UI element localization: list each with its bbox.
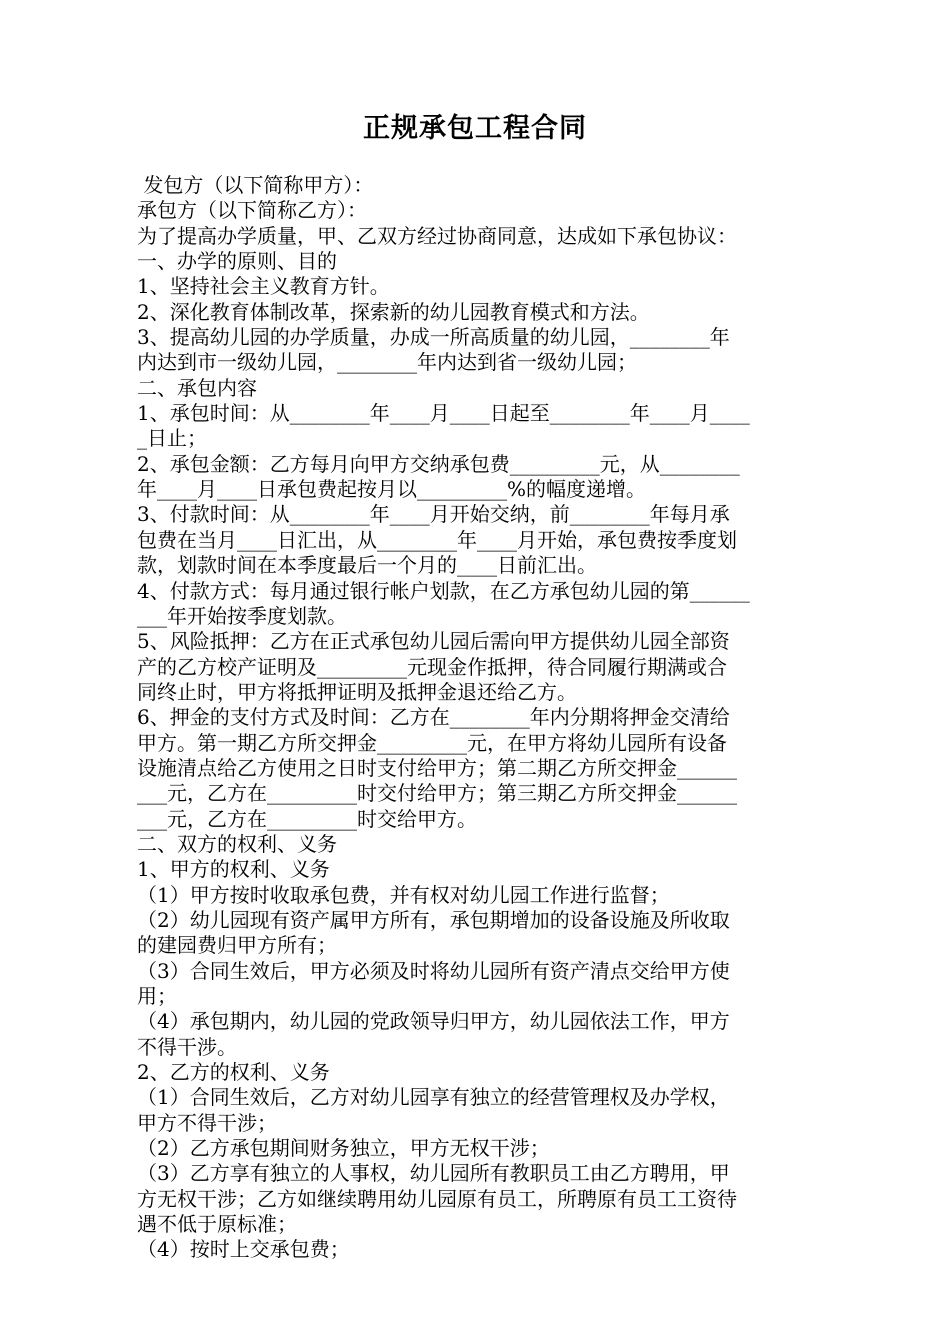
contract-line: 4、付款方式：每月通过银行帐户划款，在乙方承包幼儿园的第______ (137, 578, 750, 603)
contract-line: （3）合同生效后，甲方必须及时将幼儿园所有资产清点交给甲方使 (137, 958, 730, 983)
contract-line: （1）甲方按时收取承包费，并有权对幼儿园工作进行监督； (137, 882, 670, 907)
contract-line: _日止； (137, 426, 207, 451)
contract-line: 3、提高幼儿园的办学质量，办成一所高质量的幼儿园，________年 (137, 325, 730, 350)
contract-line: 款，划款时间在本季度最后一个月的____日前汇出。 (137, 553, 597, 578)
contract-line: 2、深化教育体制改革，探索新的幼儿园教育模式和方法。 (137, 299, 650, 324)
contract-line: 用； (137, 984, 177, 1008)
contract-line: 不得干涉。 (137, 1034, 237, 1059)
contract-line: 包费在当月____日汇出，从________年____月开始，承包费按季度划 (137, 527, 737, 552)
contract-line: 的建园费归甲方所有； (137, 933, 337, 958)
contract-line: 3、付款时间：从________年____月开始交纳，前________年每月承 (137, 502, 730, 527)
contract-line: 遇不低于原标准； (137, 1212, 297, 1237)
contract-line: （4）承包期内，幼儿园的党政领导归甲方，幼儿园依法工作，甲方 (137, 1009, 730, 1034)
contract-line: 5、风险抵押：乙方在正式承包幼儿园后需向甲方提供幼儿园全部资 (137, 629, 730, 654)
contract-line: ___元，乙方在_________时交给甲方。 (137, 806, 477, 831)
contract-line: 内达到市一级幼儿园，________年内达到省一级幼儿园； (137, 350, 637, 375)
contract-line: 1、甲方的权利、义务 (137, 857, 330, 882)
contract-line: 方无权干涉；乙方如继续聘用幼儿园原有员工，所聘原有员工工资待 (137, 1186, 737, 1211)
contract-line: 同终止时，甲方将抵押证明及抵押金退还给乙方。 (137, 679, 577, 704)
contract-body (137, 173, 817, 1263)
document-title: 正规承包工程合同 (363, 113, 587, 144)
contract-line: （2）幼儿园现有资产属甲方所有，承包期增加的设备设施及所收取 (137, 907, 730, 932)
contract-line: （4）按时上交承包费； (137, 1237, 350, 1262)
contract-line: 一、办学的原则、目的 (137, 249, 337, 274)
contract-line: 1、承包时间：从________年____月____日起至________年____月____ (137, 401, 750, 426)
contract-line: 1、坚持社会主义教育方针。 (137, 274, 390, 299)
contract-line: （3）乙方享有独立的人事权，幼儿园所有教职员工由乙方聘用，甲 (137, 1161, 730, 1186)
contract-line: （1）合同生效后，乙方对幼儿园享有独立的经营管理权及办学权， (137, 1085, 730, 1110)
contract-line: 2、承包金额：乙方每月向甲方交纳承包费_________元，从________ (137, 451, 740, 476)
contract-line: 年____月____日承包费起按月以_________%的幅度递增。 (137, 477, 647, 502)
contract-line: （2）乙方承包期间财务独立，甲方无权干涉； (137, 1136, 550, 1161)
contract-line: 二、承包内容 (137, 375, 257, 400)
contract-line: ___元，乙方在_________时交付给甲方；第三期乙方所交押金______ (137, 781, 737, 806)
contract-line: 甲方。第一期乙方所交押金_________元，在甲方将幼儿园所有设备 (137, 730, 727, 755)
contract-line: 2、乙方的权利、义务 (137, 1060, 330, 1085)
contract-line: 二、双方的权利、义务 (137, 831, 337, 856)
contract-line: 产的乙方校产证明及_________元现金作抵押，待合同履行期满或合 (137, 654, 727, 679)
contract-line: 为了提高办学质量，甲、乙双方经过协商同意，达成如下承包协议： (137, 223, 737, 248)
contract-line: ___年开始按季度划款。 (137, 603, 347, 628)
contract-line: 发包方（以下简称甲方）： (137, 173, 374, 197)
contract-line: 甲方不得干涉； (137, 1110, 277, 1135)
contract-line: 设施清点给乙方使用之日时支付给甲方；第二期乙方所交押金______ (137, 755, 737, 780)
contract-line: 承包方（以下简称乙方）： (137, 198, 367, 223)
contract-line: 6、押金的支付方式及时间：乙方在________年内分期将押金交清给 (137, 705, 730, 730)
